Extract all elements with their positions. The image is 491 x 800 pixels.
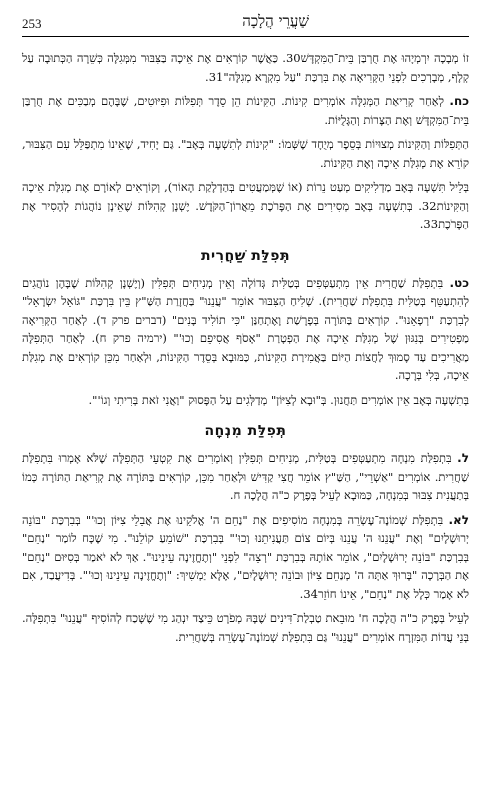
section-title-shacharit: תְּפִלַּת שַׁחֲרִית bbox=[200, 247, 291, 264]
paragraph: הַתְּפִלּוֹת וְהַקִּינוֹת מְצוּיוֹת בְּסֵפֶר מְיֻחָד שֶׁשְּׁמוֹ: "קִינוֹת לְתִשְׁעָה בְּאָב". גַּם יָחִיד, שֶׁאֵינוֹ מִתְפַּלֵּל עִם הַצִּבּוּר, קוֹרֵא אֶת מְגִלַּת אֵיכָה וְאֶת הַקִּינוֹת. bbox=[22, 137, 469, 170]
paragraph-text: בִּתְפִלַּת מִנְחָה מִתְעַטְּפִים בְּטַלִּית, מְנִיחִים תְּפִלִּין וְאוֹמְרִים אֶת קִטְעֵי הַתְּפִלָּה שֶׁלֹּא אָמְרוּ בִּתְפִלַּת שַׁחֲרִית. אוֹמְרִים "אַשְׁרֵי", הַשַּׁ"ץ אוֹמֵר חֲצִי קַדִּישׁ וּלְאַחַר מִכֵּן, קוֹרְאִים בַּתּוֹרָה אֶת קְרִיאַת הַתּוֹרָה כְּמוֹ בְּתַעֲנִית צִבּוּר בְּמִנְחָה, כַּמּוּבָא לְעֵיל בְּפֶרֶק כ"ה הֲלָכָה ח. bbox=[22, 451, 469, 502]
paragraph: בְּתִשְׁעָה בְּאָב אֵין אוֹמְרִים תַּחֲנוּן. בְּ"וּבָא לְצִיּוֹן" מְדַלְּגִים עַל הַפָּסוּק "וַאֲנִי זֹאת בְּרִיתִי וְגוֹ'". bbox=[88, 392, 469, 407]
page-header bbox=[22, 0, 469, 37]
halacha-number: כח. bbox=[449, 94, 469, 108]
running-title: שַׁעֲרֵי הֲלָכָה bbox=[242, 12, 309, 30]
page-number: 253 bbox=[22, 16, 42, 31]
paragraph: בְּלֵיל תִּשְׁעָה בְּאָב מַדְלִיקִים מְעַט נֵרוֹת (אוֹ שֶׁמְּמַעֲטִים בְּהַדְלָקַת הָאוֹר), וְקוֹרְאִים לְאוֹרָם אֶת מְגִלַּת אֵיכָה וְהַקִּינוֹת32. בְּתִשְׁעָה בְּאָב מְסִירִים אֶת הַפָּרֹכֶת מֵאֲרוֹן־הַקֹּדֶשׁ. יֶשְׁנָן קְהִלּוֹת שֶׁאֵינָן נוֹהֲגוֹת לְהָסִיר אֶת הַפָּרֹכֶת33. bbox=[22, 180, 469, 231]
paragraph bbox=[22, 274, 469, 385]
page-content bbox=[22, 37, 469, 646]
paragraph bbox=[22, 511, 469, 604]
paragraph-text: לְאַחַר קְרִיאַת הַמְּגִלָּה אוֹמְרִים קִינוֹת. הַקִּינוֹת הֵן סֵדֶר תְּפִלּוֹת וּפִיּוּטִים, שֶׁבָּהֶם מְבַכִּים אֶת חֻרְבַּן בֵּית־הַמִּקְדָּשׁ וְאֶת הַצָּרוֹת וְהַגָּלֻיּוֹת. bbox=[22, 94, 469, 127]
halacha-number: ל. bbox=[457, 451, 469, 465]
halacha-number: לא. bbox=[448, 512, 470, 527]
paragraph: זוֹ מְבָכָה יִרְמְיָהוּ אֶת חֻרְבַּן בֵּית־הַמִּקְדָּשׁ30. כַּאֲשֶׁר קוֹרְאִים אֶת אֵיכָה בַּצִּבּוּר מִמְּגִלָּה כְּשֵׁרָה הַכְּתוּבָה עַל קְלָף, מְבָרְכִים לִפְנֵי הַקְּרִיאָה אֶת בִּרְכַּת "עַל מִקְרָא מְגִלָּה"31. bbox=[22, 51, 469, 84]
paragraph: לְעֵיל בְּפֶרֶק כ"ה הֲלָכָה ח' מוּבֵאת טַבְלַת־דִּינִים שֶׁבָּהּ מְפֹרָט כֵּיצַד יִנְהַג מִי שֶׁשָּׁכַח לְהוֹסִיף "עֲנֵנוּ" בִּתְפִלָּה. בְּנֵי עֲדוֹת הַמִּזְרָח אוֹמְרִים "עֲנֵנוּ" גַּם בִּתְפִלַּת שְׁמוֹנֶה־עֶשְׂרֵה בְּשַׁחֲרִית. bbox=[22, 611, 469, 644]
section-title-mincha: תְּפִלַּת מִנְחָה bbox=[204, 423, 287, 439]
paragraph-text: בִּתְפִלַּת שְׁמוֹנֶה־עֶשְׂרֵה בְּמִנְחָה מוֹסִיפִים אֶת "נַחֵם ה' אֱלֹקֵינוּ אֶת אֲבֵלֵי צִיּוֹן וְכוּ'" בְּבִרְכַּת "בּוֹנֵה יְרוּשָׁלָיִם" וְאֶת "עֲנֵנוּ ה' עֲנֵנוּ בְּיוֹם צוֹם תַּעֲנִיתֵנוּ וְכוּ'" בְּבִרְכַּת "שׁוֹמֵעַ קוֹלֵנוּ". מִי שֶׁכָּח לוֹמַר "נַחֵם" בְּבִרְכַּת "בּוֹנֵה יְרוּשָׁלָיִם", אוֹמֵר אוֹתָהּ בְּבִרְכַּת "רְצֵה" לִפְנֵי "וְתֶחֱזֶינָה עֵינֵינוּ". אַךְ לֹא יֹאמַר בְּסִיּוּם "נַחֵם" אֶת הַבְּרָכָה "בָּרוּךְ אַתָּה ה' מְנַחֵם צִיּוֹן וּבוֹנֵה יְרוּשָׁלָיִם", אֶלָּא יַמְשִׁיךְ: "וְתֶחֱזֶינָה עֵינֵינוּ וְכוּ'". בְּדִיעֲבַד, אִם לֹא אָמַר כְּלָל אֶת "נַחֵם", אֵינוֹ חוֹזֵר34. bbox=[22, 512, 469, 601]
halacha-number: כט. bbox=[449, 275, 470, 290]
paragraph bbox=[22, 92, 469, 129]
paragraph bbox=[22, 449, 469, 505]
paragraph-text: בִּתְפִלַּת שַׁחֲרִית אֵין מִתְעַטְּפִים בְּטַלִּית גְּדוֹלָה וְאֵין מְנִיחִים תְּפִלִּין (וְיֶשְׁנָן קְהִלּוֹת שֶׁבָּהֶן נוֹהֲגִים לְהִתְעַטֵּף בְּטַלִּית בִּתְפִלַּת שַׁחֲרִית). שְׁלִיחַ הַצִּבּוּר אוֹמֵר "עֲנֵנוּ" בַּחֲזָרַת הַשַּׁ"ץ בֵּין בִּרְכַּת "גּוֹאֵל יִשְׂרָאֵל" לְבִרְכַּת "רְפָאֵנוּ". קוֹרְאִים בַּתּוֹרָה בְּפָרָשַׁת וָאֶתְחַנַּן "כִּי תוֹלִיד בָּנִים" (דברים פרק ד). לְאַחַר הַקְּרִיאָה מַפְטִירִים בְּנִגּוּן שֶׁל מְגִלַּת אֵיכָה אֶת הַפְטָרַת "אָסֹף אֲסִיפֵם וְכוּ'" (ירמיה פרק ח). לְאַחַר הַתְּפִלָּה מַאֲרִיכִים עַד סָמוּךְ לַחֲצוֹת הַיּוֹם בַּאֲמִירַת הַקִּינוֹת, כַּמּוּבָא בְּסֵדֶר הַקִּינוֹת, וּלְאַחַר מִכֵּן קוֹרְאִים אֶת מְגִלַּת אֵיכָה, בְּלִי בְּרָכָה. bbox=[22, 275, 469, 382]
